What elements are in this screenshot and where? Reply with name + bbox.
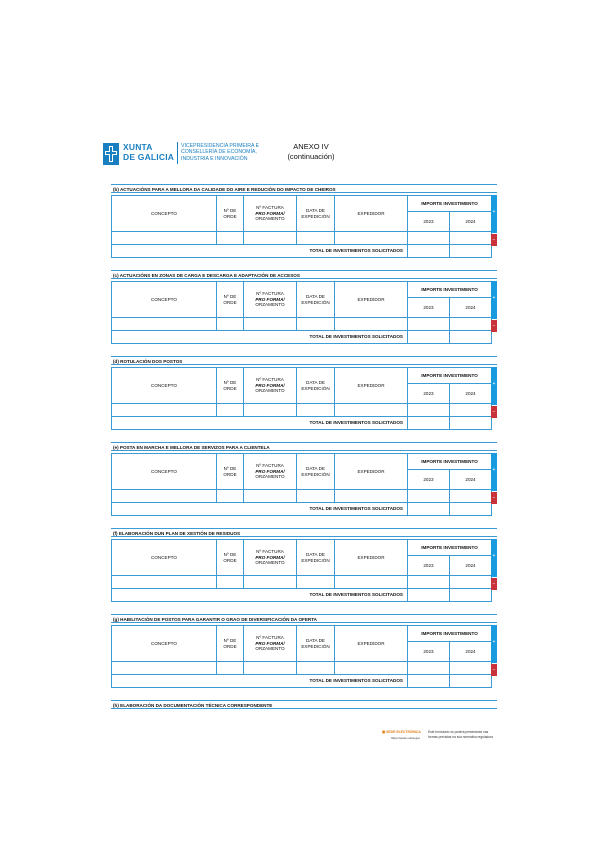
total-label: TOTAL DE INVESTIMENTOS SOLICITADOS xyxy=(112,417,408,430)
col-data xyxy=(297,454,335,490)
plus-icon: + xyxy=(492,209,496,215)
col-num-orde-l2: ORDE xyxy=(223,643,237,649)
col-year-2024: 2024 xyxy=(450,384,492,404)
total-2024[interactable] xyxy=(450,589,492,602)
col-num-orde xyxy=(217,368,244,404)
col-expedidor: EXPEDIDOR xyxy=(335,454,408,490)
col-data xyxy=(297,368,335,404)
col-factura-italic: PRO FORMA/ xyxy=(255,382,285,388)
delete-row-button[interactable] xyxy=(491,320,497,332)
col-data-l2: EXPEDICIÓN xyxy=(301,643,330,649)
delete-row-button[interactable] xyxy=(491,578,497,590)
col-num-orde-l1: Nº DE xyxy=(223,552,237,558)
total-label: TOTAL DE INVESTIMENTOS SOLICITADOS xyxy=(112,331,408,344)
col-concepto: CONCEPTO xyxy=(112,454,217,490)
add-row-button[interactable] xyxy=(491,367,497,405)
input-factura[interactable] xyxy=(244,576,297,589)
xunta-shield-icon xyxy=(103,143,119,165)
input-expedidor[interactable] xyxy=(335,232,408,245)
logo-divider xyxy=(177,142,178,164)
dept-line-2: CONSELLERÍA DE ECONOMÍA, xyxy=(181,149,257,156)
col-concepto: CONCEPTO xyxy=(112,196,217,232)
section-title: (e) POSTA EN MARCHA E MELLORA DE SERVIZOS PARA A CLIENTELA xyxy=(111,442,497,451)
col-year-2024: 2024 xyxy=(450,470,492,490)
col-concepto: CONCEPTO xyxy=(112,540,217,576)
add-row-button[interactable] xyxy=(491,625,497,663)
total-label: TOTAL DE INVESTIMENTOS SOLICITADOS xyxy=(112,675,408,688)
page-footer xyxy=(382,730,502,744)
col-factura-l3: ORZAMENTO xyxy=(255,388,285,394)
delete-row-button[interactable] xyxy=(491,234,497,246)
input-concepto[interactable] xyxy=(112,404,217,417)
col-factura-italic: PRO FORMA/ xyxy=(255,554,285,560)
col-data-l1: DATA DE xyxy=(306,294,325,300)
col-data-l1: DATA DE xyxy=(306,380,325,386)
input-2023[interactable] xyxy=(408,662,450,675)
col-num-orde xyxy=(217,454,244,490)
input-concepto[interactable] xyxy=(112,576,217,589)
col-num-orde-l1: Nº DE xyxy=(223,466,237,472)
total-2023[interactable] xyxy=(408,331,450,344)
col-concepto: CONCEPTO xyxy=(112,368,217,404)
input-factura[interactable] xyxy=(244,404,297,417)
input-data[interactable] xyxy=(297,318,335,331)
input-num-orde[interactable] xyxy=(217,490,244,503)
input-data[interactable] xyxy=(297,490,335,503)
input-2023[interactable] xyxy=(408,576,450,589)
total-2023[interactable] xyxy=(408,417,450,430)
col-expedidor: EXPEDIDOR xyxy=(335,196,408,232)
input-2024[interactable] xyxy=(450,490,492,503)
total-2023[interactable] xyxy=(408,589,450,602)
col-importe: IMPORTE INVESTIMENTO xyxy=(408,540,492,556)
input-2023[interactable] xyxy=(408,232,450,245)
input-2024[interactable] xyxy=(450,576,492,589)
col-importe: IMPORTE INVESTIMENTO xyxy=(408,626,492,642)
col-expedidor: EXPEDIDOR xyxy=(335,540,408,576)
total-2024[interactable] xyxy=(450,503,492,516)
input-num-orde[interactable] xyxy=(217,662,244,675)
total-label: TOTAL DE INVESTIMENTOS SOLICITADOS xyxy=(112,245,408,258)
xunta-logo-text xyxy=(123,143,174,162)
col-num-orde-l2: ORDE xyxy=(223,299,237,305)
col-year-2023: 2023 xyxy=(408,556,450,576)
col-factura xyxy=(244,540,297,576)
total-2023[interactable] xyxy=(408,675,450,688)
col-year-2023: 2023 xyxy=(408,298,450,318)
col-num-orde xyxy=(217,626,244,662)
delete-row-button[interactable] xyxy=(491,406,497,418)
investment-table xyxy=(111,453,492,516)
col-data-l1: DATA DE xyxy=(306,638,325,644)
sede-label: SEDE ELECTRÓNICA xyxy=(386,730,421,734)
input-2023[interactable] xyxy=(408,490,450,503)
col-factura-italic: PRO FORMA/ xyxy=(255,210,285,216)
input-2023[interactable] xyxy=(408,404,450,417)
input-expedidor[interactable] xyxy=(335,490,408,503)
col-importe: IMPORTE INVESTIMENTO xyxy=(408,368,492,384)
sede-logo: ▣ SEDE ELECTRÓNICA xyxy=(382,730,421,734)
section-title: (f) ELABORACIÓN DUN PLAN DE XESTIÓN DE RESIDUOS xyxy=(111,528,497,537)
col-data-l1: DATA DE xyxy=(306,466,325,472)
plus-icon: + xyxy=(492,467,496,473)
total-2024[interactable] xyxy=(450,417,492,430)
minus-icon: − xyxy=(492,581,496,587)
minus-icon: − xyxy=(492,409,496,415)
col-data-l2: EXPEDICIÓN xyxy=(301,385,330,391)
input-2024[interactable] xyxy=(450,232,492,245)
plus-icon: + xyxy=(492,553,496,559)
col-num-orde-l1: Nº DE xyxy=(223,294,237,300)
investment-table xyxy=(111,625,492,688)
col-data-l2: EXPEDICIÓN xyxy=(301,213,330,219)
input-data[interactable] xyxy=(297,576,335,589)
input-expedidor[interactable] xyxy=(335,662,408,675)
plus-icon: + xyxy=(492,295,496,301)
col-concepto: CONCEPTO xyxy=(112,282,217,318)
col-data-l2: EXPEDICIÓN xyxy=(301,299,330,305)
input-2024[interactable] xyxy=(450,318,492,331)
col-year-2024: 2024 xyxy=(450,298,492,318)
input-2023[interactable] xyxy=(408,318,450,331)
input-data[interactable] xyxy=(297,404,335,417)
input-expedidor[interactable] xyxy=(335,318,408,331)
input-2024[interactable] xyxy=(450,662,492,675)
add-row-button[interactable] xyxy=(491,281,497,319)
col-factura-l1: Nº FACTURA xyxy=(256,291,284,297)
col-factura-l1: Nº FACTURA xyxy=(256,205,284,211)
col-factura-l3: ORZAMENTO xyxy=(255,560,285,566)
col-data xyxy=(297,282,335,318)
col-expedidor: EXPEDIDOR xyxy=(335,626,408,662)
annex-title: ANEXO IV xyxy=(293,142,329,151)
footer-note xyxy=(428,730,502,739)
col-factura-l1: Nº FACTURA xyxy=(256,463,284,469)
input-num-orde[interactable] xyxy=(217,318,244,331)
col-factura xyxy=(244,196,297,232)
col-factura-italic: PRO FORMA/ xyxy=(255,296,285,302)
col-factura-l3: ORZAMENTO xyxy=(255,216,285,222)
investment-table xyxy=(111,195,492,258)
total-2024[interactable] xyxy=(450,675,492,688)
minus-icon: − xyxy=(492,495,496,501)
col-num-orde-l2: ORDE xyxy=(223,557,237,563)
dept-line-1: VICEPRESIDENCIA PRIMEIRA E xyxy=(181,143,260,149)
total-2023[interactable] xyxy=(408,245,450,258)
department-name xyxy=(181,143,276,162)
col-data-l1: DATA DE xyxy=(306,208,325,214)
section-title: (g) HABILITACIÓN DE POSTOS PARA GARANTIR O GRAO DE DIVERSIFICACIÓN DA OFERTA xyxy=(111,614,497,623)
delete-row-button[interactable] xyxy=(491,664,497,676)
input-concepto[interactable] xyxy=(112,490,217,503)
col-importe: IMPORTE INVESTIMENTO xyxy=(408,454,492,470)
col-factura-l3: ORZAMENTO xyxy=(255,474,285,480)
col-factura-l3: ORZAMENTO xyxy=(255,302,285,308)
col-num-orde-l2: ORDE xyxy=(223,471,237,477)
col-year-2023: 2023 xyxy=(408,212,450,232)
input-expedidor[interactable] xyxy=(335,404,408,417)
input-data[interactable] xyxy=(297,662,335,675)
plus-icon: + xyxy=(492,639,496,645)
col-num-orde xyxy=(217,540,244,576)
input-2024[interactable] xyxy=(450,404,492,417)
total-label: TOTAL DE INVESTIMENTOS SOLICITADOS xyxy=(112,503,408,516)
section-title: (b) ACTUACIÓNS PARA A MELLORA DA CALIDADE DO AIRE E REDUCIÓN DO IMPACTO DE CHEIROS xyxy=(111,184,497,193)
footer-note-line-1: Este formulario só poderá presentarse nas xyxy=(428,730,489,734)
page-header xyxy=(103,141,503,171)
total-2024[interactable] xyxy=(450,245,492,258)
sede-url[interactable]: https://sede.xunta.gal xyxy=(391,736,420,740)
input-factura[interactable] xyxy=(244,318,297,331)
col-num-orde-l1: Nº DE xyxy=(223,638,237,644)
col-year-2024: 2024 xyxy=(450,212,492,232)
investment-table xyxy=(111,367,492,430)
col-factura-l1: Nº FACTURA xyxy=(256,635,284,641)
total-label: TOTAL DE INVESTIMENTOS SOLICITADOS xyxy=(112,589,408,602)
col-num-orde-l2: ORDE xyxy=(223,385,237,391)
section-title: (c) ACTUACIÓNS EN ZONAS DE CARGA E DESCARGA E ADAPTACIÓN DE ACCESOS xyxy=(111,270,497,279)
annex-subtitle: (continuación) xyxy=(287,152,335,161)
col-expedidor: EXPEDIDOR xyxy=(335,282,408,318)
input-concepto[interactable] xyxy=(112,662,217,675)
col-factura-l3: ORZAMENTO xyxy=(255,646,285,652)
col-data-l2: EXPEDICIÓN xyxy=(301,471,330,477)
minus-icon: − xyxy=(492,667,496,673)
col-factura xyxy=(244,454,297,490)
add-row-button[interactable] xyxy=(491,195,497,233)
col-num-orde xyxy=(217,196,244,232)
total-2024[interactable] xyxy=(450,331,492,344)
minus-icon: − xyxy=(492,323,496,329)
input-num-orde[interactable] xyxy=(217,232,244,245)
add-row-button[interactable] xyxy=(491,539,497,577)
annex-heading xyxy=(280,142,342,162)
input-data[interactable] xyxy=(297,232,335,245)
col-year-2024: 2024 xyxy=(450,642,492,662)
footer-note-line-2: formas previstas na súa normativa reguladora xyxy=(428,734,493,739)
investment-table xyxy=(111,281,492,344)
col-year-2023: 2023 xyxy=(408,384,450,404)
logo-line-1: XUNTA xyxy=(123,142,153,152)
col-num-orde xyxy=(217,282,244,318)
col-year-2024: 2024 xyxy=(450,556,492,576)
col-importe: IMPORTE INVESTIMENTO xyxy=(408,196,492,212)
input-factura[interactable] xyxy=(244,232,297,245)
col-year-2023: 2023 xyxy=(408,470,450,490)
total-2023[interactable] xyxy=(408,503,450,516)
input-factura[interactable] xyxy=(244,490,297,503)
investment-table xyxy=(111,539,492,602)
plus-icon: + xyxy=(492,381,496,387)
col-factura-italic: PRO FORMA/ xyxy=(255,640,285,646)
col-factura xyxy=(244,368,297,404)
col-factura-l1: Nº FACTURA xyxy=(256,377,284,383)
col-data-l2: EXPEDICIÓN xyxy=(301,557,330,563)
col-factura-l1: Nº FACTURA xyxy=(256,549,284,555)
input-factura[interactable] xyxy=(244,662,297,675)
col-importe: IMPORTE INVESTIMENTO xyxy=(408,282,492,298)
section-title: (d) ROTULACIÓN DOS POSTOS xyxy=(111,356,497,365)
col-expedidor: EXPEDIDOR xyxy=(335,368,408,404)
section-title: (h) ELABORACIÓN DA DOCUMENTACIÓN TÉCNICA CORRESPONDENTE xyxy=(111,700,497,709)
input-expedidor[interactable] xyxy=(335,576,408,589)
col-num-orde-l1: Nº DE xyxy=(223,380,237,386)
col-factura xyxy=(244,626,297,662)
col-concepto: CONCEPTO xyxy=(112,626,217,662)
col-factura xyxy=(244,282,297,318)
col-num-orde-l2: ORDE xyxy=(223,213,237,219)
col-num-orde-l1: Nº DE xyxy=(223,208,237,214)
col-year-2023: 2023 xyxy=(408,642,450,662)
dept-line-3: INDUSTRIA E INNOVACIÓN xyxy=(181,155,248,162)
col-factura-italic: PRO FORMA/ xyxy=(255,468,285,474)
logo-line-2: DE GALICIA xyxy=(123,151,175,162)
col-data xyxy=(297,196,335,232)
input-concepto[interactable] xyxy=(112,318,217,331)
col-data xyxy=(297,540,335,576)
input-num-orde[interactable] xyxy=(217,576,244,589)
input-concepto[interactable] xyxy=(112,232,217,245)
minus-icon: − xyxy=(492,237,496,243)
col-data-l1: DATA DE xyxy=(306,552,325,558)
col-data xyxy=(297,626,335,662)
input-num-orde[interactable] xyxy=(217,404,244,417)
delete-row-button[interactable] xyxy=(491,492,497,504)
add-row-button[interactable] xyxy=(491,453,497,491)
